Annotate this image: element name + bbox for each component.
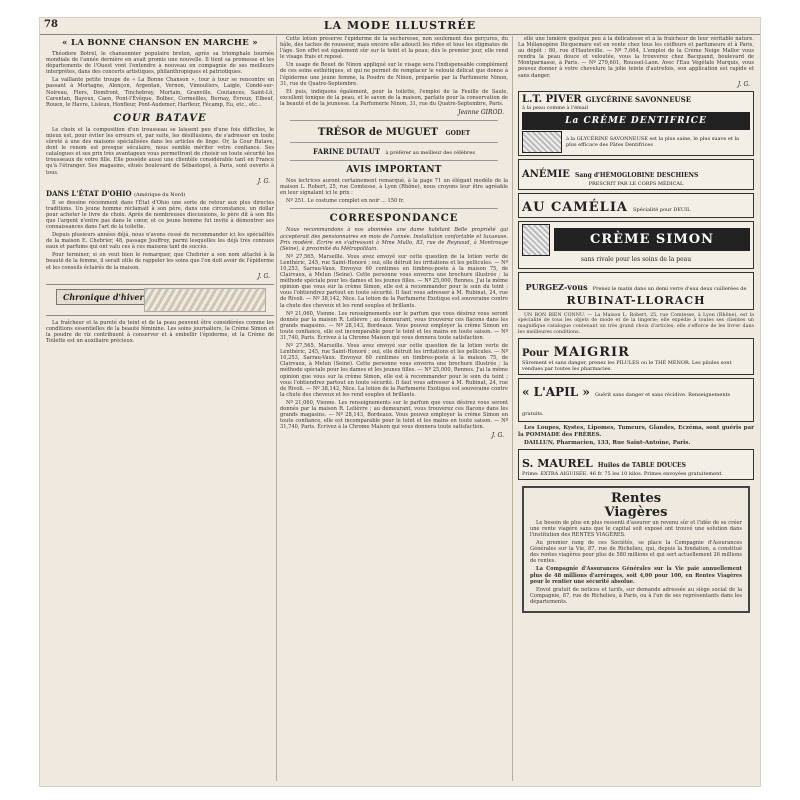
ad-maurel <box>518 449 754 480</box>
dentifrice-title: La CRÈME DENTIFRICE <box>522 112 750 130</box>
ad-farine-title: FARINE DUTAUT <box>313 147 381 157</box>
ad-rentes-viageres <box>522 486 750 613</box>
loupes-sub: DAILLUN, Pharmacien, 133, Rue Saint-Antoine, Paris. <box>524 439 691 446</box>
article-body <box>518 36 754 79</box>
paragraph: Le choix et la composition d'un trousseau se laissent peu d'une fois difficiles, le mieux est, pour éviter les erreurs et, par suite, les désillusions, de s'adresser en toute sûreté à une des maisons spécialisées dans les articles de linge. Or, la Cour Batave, dont le renom est presque séculaire, nous semble mériter votre confiance. Ses catalogues et ses prix très avantageux vous permettront de choisir en toute sécurité les trousseaux de votre fille. Elle possède aussi une clientèle considérable tant en France qu'à l'étranger. Ses magasins, situés boulevard de Sébastopol, à Paris, sont ouverts à tous. <box>46 126 274 176</box>
page-header <box>40 18 760 35</box>
ad-robert-text <box>518 313 754 336</box>
maigrir-title: MAIGRIR <box>553 345 630 361</box>
paragraph: Le besoin de plus en plus ressenti d'assurer un revenu sûr et l'idée de se créer une rente viagère sans que le capital soit exposé ont trouvé une solution dans l'institution des RENTES VIAGÈRES. <box>530 519 742 538</box>
paragraph: Nº 27,565, Marseille. Vous avez envoyé sur cette question de la lotion verte de Lenthéric, 245, rue Saint-Honoré ; oui, elle détruit les irritations et les pellicules. — Nº 10,253, Sarrau-Vaux. Envoyez 60 centimes en timbres-poste à la maison 75, de Clairvaux, à Melun (Seine). Cette personne vous enverra une brochure illustrée : la méthode spéciale pour les dames et les jeunes filles. — Nº 25,000, Rennes. J'ai la même opinion que vous sur la crème Simon, elle est à recommander pour le soin du teint ; vous l'obtiendrez partout en toute sécurité. Il faut vous adresser à M. Rubinat, 24, rue de Rivoli. — Nº 38,142, Nice. La lotion de la Parfumerie Exotique est souveraine contre la chute des cheveux et les rend souples et brillants. <box>280 253 508 309</box>
anemie-line: Sang d'HÉMOGLOBINE DESCHIENS <box>574 171 699 179</box>
column-right <box>518 36 754 781</box>
rentes-body <box>530 520 742 605</box>
paragraph: Nº 21,060, Vienne. Les renseignements sur le parfum que vous désirez vous seront donnés par la maison R. Lelièvre ; au demeurant, vous trouverez ces flacons dans les grands magasins. — Nº 28,143, Bordeaux. Vous pouvez employer la crème Simon en toute confiance, elle est incomparable pour le teint et les mains en toute saison. — Nº 31,740, Paris. Écrivez à la Chrome Maison qui vous donnera toute satisfaction. <box>280 399 508 431</box>
column-left <box>46 36 274 781</box>
paragraph: Cette lotion préserve l'épiderme de la sécheresse, non seulement des gerçures, du hâle, des taches de rousseur, mais encore elle adoucit les rides et tous les stigmates de l'âge. Son effet est également sûr sur le teint et la peau; dès le premier jour, elle rend le visage frais et reposé. <box>280 36 508 61</box>
correspondance-intro <box>280 227 508 251</box>
newspaper-page <box>40 18 760 786</box>
piver-sub: à la peau comme à l'émail <box>522 104 588 111</box>
maigrir-sub: Sûrement et sans danger, prenez les PILULES ou le THÉ MÉNOR. Les pilules sont vendues par toutes les pharmacies. <box>522 360 732 373</box>
paragraph: Pour terminer, si on veut bien le remarquer, que Chebrier a son nom attaché à la beauté de la femme, il serait utile de rappeler les soins que l'on doit avoir de l'épiderme et les conseils éclairés de la maison. <box>46 252 274 271</box>
paragraph: Nº 21,060, Vienne. Les renseignements sur le parfum que vous désirez vous seront donnés par la maison R. Lelièvre ; au demeurant, vous trouverez ces flacons dans les grands magasins. — Nº 28,143, Bordeaux. Vous pouvez employer la crème Simon en toute confiance, elle est incomparable pour le teint et les mains en toute saison. — Nº 31,740, Paris. Écrivez à la Chrome Maison qui vous donnera toute satisfaction. <box>280 310 508 341</box>
ohio-title: DANS L'ÉTAT D'OHIO <box>46 188 132 198</box>
ad-farine-note: à préférer au meilleur des célèbres <box>385 150 475 157</box>
creme-simon-illustration <box>522 224 550 256</box>
paragraph: Au premier rang de ces Sociétés, se place la Compagnie d'Assurances Générales sur la Vie, 87, rue de Richelieu, qui, depuis la fondation, a constitué des rentes viagères pour plus de 580 millions et qui sert actuellement 26 millions de rentes. <box>530 540 742 565</box>
ad-maigrir <box>518 338 754 375</box>
loupes-text: Les Loupes, Kystes, Lipomes, Tumeurs, Glandes, Eczéma, sont guéris par la POMMADE des FRÈRES. <box>518 425 754 438</box>
article-title-cour-batave: COUR BATAVE <box>113 112 207 124</box>
creme-simon-row <box>522 224 750 256</box>
article-title-ohio <box>46 189 274 198</box>
rentes-title-2: Viagères <box>604 504 668 520</box>
ad-rubinat <box>518 272 754 310</box>
ad-anemie <box>518 159 754 190</box>
anemie-sub: PRESCRIT PAR LE CORPS MÉDICAL <box>588 180 684 187</box>
maurel-title: S. MAUREL <box>522 456 593 470</box>
ad-tresor-muguet <box>280 127 508 138</box>
divider <box>290 208 498 209</box>
column-rule <box>512 36 513 781</box>
correspondance-body <box>280 254 508 431</box>
signature: J. G. <box>491 432 504 440</box>
paragraph: Nº 27,565, Marseille. Vous avez envoyé sur cette question de la lotion verte de Lenthéric, 245, rue Saint-Honoré ; oui, elle détruit les irritations et les pellicules. — Nº 10,253, Sarrau-Vaux. Envoyez 60 centimes en timbres-poste à la maison 75, de Clairvaux, à Melun (Seine). Cette personne vous enverra une brochure illustrée : la méthode spéciale pour les dames et les jeunes filles. — Nº 25,000, Rennes. J'ai la même opinion que vous sur la crème Simon, elle est à recommander pour le soin du teint ; vous l'obtiendrez partout en toute sécurité. Il faut vous adresser à M. Rubinat, 24, rue de Rivoli. — Nº 38,142, Nice. La lotion de la Parfumerie Exotique est souveraine contre la chute des cheveux et les rend souples et brillants. <box>280 343 508 398</box>
maigrir-pre: Pour <box>522 348 549 360</box>
camelia-title: AU CAMÉLIA <box>522 199 628 215</box>
paragraph: Et puis, indiquons également, pour la toilette, l'emploi de la Feuille de Saule, excellent tonique de la peau, et le savon de la maison, parfaits pour la conservation de la beauté et de la jeunesse. La Parfumerie Ninon, 31, rue du Quatre-Septembre, Paris. <box>280 88 508 107</box>
page-number: 78 <box>44 19 58 30</box>
ad-camelia <box>518 193 754 218</box>
ad-farine-dutaut <box>280 147 508 156</box>
article-body <box>46 51 274 108</box>
chronique-ornament <box>46 284 274 316</box>
piver-brand: L.T. PIVER <box>522 93 582 105</box>
dentifrice-row <box>522 131 750 153</box>
avis-body <box>280 178 508 204</box>
divider <box>290 120 498 121</box>
anemie-title: ANÉMIE <box>522 168 570 180</box>
paragraph: Nº 251. Le costume complet en noir ... 150 fr. <box>286 198 405 205</box>
article-body <box>280 36 508 107</box>
page-title: LA MODE ILLUSTRÉE <box>323 19 477 32</box>
piver-product-illustration <box>522 131 562 153</box>
signature: J. G. <box>257 272 270 280</box>
paragraph: La vaillante petite troupe de « La Bonne Chanson », tour à tour se rencontre en passant à Mortagne, Alençon, Argentan, Vernon, Vimoutiers, Laigle, Condé-sur-Noireau, Flers, Domfront, Tinchebray, Mortain, Granville, Coutances, Saint-Lô, Carentan, Bayeux, Caen, Pont-l'Évêque, Bolbec, Cormeilles, Bernay, Évreux, Elbeuf, Rouen, le Havre, Lisieux, Honfleur, Pont-Audemer, Harfleur, Fécamp, Eu, etc., etc... <box>46 77 274 108</box>
paragraph: Un usage de Bouet de Ninon appliqué sur le visage sera l'indispensable complément de ces soins esthétiques, et qui ne permet de remplacer le velouté délicat que donne à l'épiderme une jeune femme, la Poudre de Ninon, préparée par la Parfumerie Ninon, 31, rue du Quatre-Septembre. <box>280 62 508 87</box>
divider <box>290 142 498 143</box>
paragraph: La Compagnie d'Assurances Générales sur la Vie paie annuellement plus de 48 millions d'arrérages, soit 4,00 pour 100, en Rentes Viagères pour le rentier une sécurité absolue. <box>530 566 742 585</box>
piver-line: GLYCÉRINE SAVONNEUSE <box>585 94 692 104</box>
paragraph: UN BON BIEN CONNU. — La Maison L. Robert, 25, rue Comtesse, à Lyon (Rhône), est la spécialité de tous les objets de mode et de la lingerie; elle expédie à toutes ses clientes un magnifique catalogue contenant un très grand choix d'articles; elle s'efforce de les livrer dans les meilleures conditions. <box>518 312 754 335</box>
paragraph: Nos lectrices auront certainement remarqué, à la page 71 un élégant modèle de la maison L. Robert, 25, rue Comtesse, à Lyon (Rhône), nous croyons leur être agréable en leur signalant ici le prix : <box>280 178 508 197</box>
maurel-sub: Prime: EXTRA AIGUISÉE. 46 fr. 75 les 10 kilos. Primes envoyées gratuitement. <box>522 470 723 477</box>
ohio-subtitle: (Amérique du Nord) <box>134 191 186 198</box>
dentifrice-sub: à la GLYCÉRINE SAVONNEUSE est la plus saine, le plus suave et la plus efficace des Pâtes Dentifrices <box>565 135 740 148</box>
article-body <box>46 200 274 271</box>
maurel-line: Huiles de TABLE DOUCES <box>597 461 686 469</box>
paragraph: elle une lumière quelque peu à la délicatesse et à la fraîcheur de leur véritable nature. La Mélanogène Dicquemare est en vente chez tous les coiffeurs et parfumeurs et à Paris, au dépôt : 80, rue d'Hauteville. — Nº 7,664, L'emploi de la Crème Neige Mallor vous rendra la peau douce et veloutée, vous la trouverez chez Bacquand, boulevard de Montparnasse, à Paris. — Nº 279,601, Roussel-Laon. Avec l'Eau Végétale Marquis, vous pouvez donner à votre chevelure la jolie teinte d'autrefois, son application est rapide et sans danger. <box>518 36 754 79</box>
camelia-sub: Spécialité pour DEUIL <box>633 206 691 213</box>
column-middle <box>280 36 508 781</box>
creme-simon-title: CRÈME SIMON <box>554 228 750 251</box>
signature: J. G. <box>737 80 750 88</box>
correspondance-title: CORRESPONDANCE <box>329 213 459 225</box>
purgez-line: Prenez le matin dans un demi verre d'eau deux cuillerées de <box>592 285 747 292</box>
rentes-title-1: Rentes <box>610 490 662 506</box>
paragraph: Théodore Botrel, le chansonnier populaire breton, après sa triomphale tournée mondiale de l'année dernière en avait promis une nouvelle. Il tient sa promesse et les départements de l'Ouest vont l'entendre à nouveau en compagnie de ses meilleurs interprètes, dans des concerts artistiques, philanthropiques et patriotiques. <box>46 51 274 76</box>
ad-apil <box>518 378 754 422</box>
ad-loupes <box>518 425 754 445</box>
apil-title: « L'APIL » <box>522 385 590 400</box>
rubinat-title: RUBINAT-LLORACH <box>566 293 706 307</box>
paragraph: Nous recommandons à nos abonnées une dame habitant Belle propriété qui accepterait des pensionnaires en mois de l'année. Installation confortable et luxueuse. Prix modéré. Écrire en s'adressant à Mme Mullo, 83, rue de Reynaud, à Montrouge (Seine), à proximité du Métropolitain. <box>280 227 508 252</box>
article-body <box>46 127 274 176</box>
ad-piver <box>518 91 754 156</box>
ad-creme-simon <box>518 221 754 269</box>
paragraph: La fraîcheur et la pureté du teint et de la peau peuvent être considérées comme les conditions essentielles de la beauté féminine. Les soins journaliers, la Crème Simon et la poudre de riz contribuent à conserver et à embellir l'épiderme, et la Crème de Toilette est un auxiliaire précieux. <box>46 319 274 344</box>
apil-sub: Guérit sans danger et sans récidive. Renseignements gratuits. <box>522 392 731 418</box>
signature: J. G. <box>257 177 270 185</box>
article-body <box>46 320 274 344</box>
creme-simon-sub: sans rivale pour les soins de la peau <box>580 255 692 263</box>
paragraph: Depuis plusieurs années déjà, nous n'avons cessé de recommander ici les spécialités de la maison E. Chebrier, 48, passage Jouffroy, parmi lesquelles les déjà très connues eaux et parfums qui ont valu ces à ces maisons tant de succès. <box>46 232 274 251</box>
ad-tresor-brand: GODET <box>445 130 471 138</box>
paragraph: Il se dessine récemment dans l'État d'Ohio une sorte de retour aux plus directes traditions. Un jeune homme réclamait à son père, dans une circonstance, un dollar pour acheter le livre de choix. Après de nombreuses discussions, le père dit à son fils que l'argent n'entre pas dans le cœur, et ce jeune homme fut invité à démontrer ses connaissances dans l'art de la toilette. <box>46 199 274 230</box>
divider <box>290 160 498 161</box>
purgez-title: PURGEZ-vous <box>525 281 588 292</box>
ad-piver-head <box>522 94 750 105</box>
chronique-title: Chronique d'hiver <box>56 289 151 305</box>
ad-tresor-title: TRÉSOR de MUGUET <box>317 127 438 139</box>
ornament-illustration <box>144 288 266 312</box>
signature: Jeanne GIROD. <box>458 109 504 117</box>
article-title-bonne-chanson: « LA BONNE CHANSON EN MARCHE » <box>62 38 258 48</box>
avis-title: AVIS IMPORTANT <box>346 165 442 176</box>
column-rule <box>276 36 277 781</box>
paragraph: Envoi gratuit de notices et tarifs, sur demande adressée au siège social de la Compagnie, 87, rue de Richelieu, à Paris, ou à l'un de ses représentants dans les départements. <box>530 586 742 605</box>
